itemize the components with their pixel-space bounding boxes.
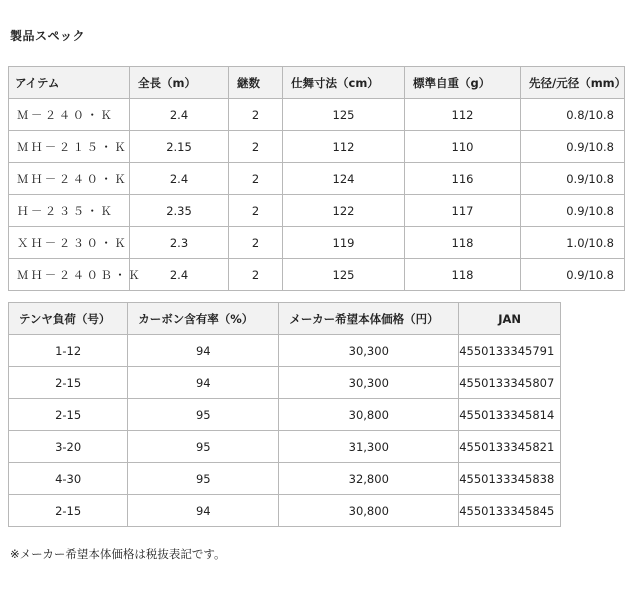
- cell-closed-length: 119: [283, 227, 405, 259]
- cell-tenya-load: 3-20: [9, 431, 128, 463]
- header-tenya-load: テンヤ負荷（号）: [9, 303, 128, 335]
- table-row: [9, 367, 561, 399]
- cell-weight: 116: [405, 163, 521, 195]
- header-item: アイテム: [9, 67, 130, 99]
- cell-item: ＸＨ－２３０・Ｋ: [9, 227, 130, 259]
- cell-closed-length: 112: [283, 131, 405, 163]
- cell-length: 2.4: [130, 259, 229, 291]
- table-row: [9, 227, 625, 259]
- cell-diameter: 0.9/10.8: [521, 259, 625, 291]
- cell-sections: 2: [229, 163, 283, 195]
- cell-price: 31,300: [279, 431, 459, 463]
- cell-closed-length: 125: [283, 259, 405, 291]
- price-table-header-row: [9, 303, 561, 335]
- cell-jan: 4550133345807: [459, 367, 561, 399]
- header-closed-length: 仕舞寸法（cm）: [283, 67, 405, 99]
- cell-price: 30,300: [279, 367, 459, 399]
- cell-jan: 4550133345791: [459, 335, 561, 367]
- cell-carbon-content: 95: [128, 431, 279, 463]
- cell-jan: 4550133345845: [459, 495, 561, 527]
- cell-carbon-content: 94: [128, 335, 279, 367]
- cell-jan: 4550133345821: [459, 431, 561, 463]
- cell-diameter: 0.9/10.8: [521, 163, 625, 195]
- header-length: 全長（m）: [130, 67, 229, 99]
- cell-carbon-content: 95: [128, 463, 279, 495]
- cell-item: Ｈ－２３５・Ｋ: [9, 195, 130, 227]
- cell-closed-length: 124: [283, 163, 405, 195]
- table-row: [9, 495, 561, 527]
- cell-price: 32,800: [279, 463, 459, 495]
- cell-length: 2.3: [130, 227, 229, 259]
- page-title: 製品スペック: [10, 29, 86, 43]
- cell-diameter: 1.0/10.8: [521, 227, 625, 259]
- cell-length: 2.35: [130, 195, 229, 227]
- cell-item: ＭＨ－２４０Ｂ・Ｋ: [9, 259, 130, 291]
- cell-tenya-load: 2-15: [9, 495, 128, 527]
- cell-tenya-load: 2-15: [9, 399, 128, 431]
- cell-sections: 2: [229, 195, 283, 227]
- cell-price: 30,800: [279, 495, 459, 527]
- cell-tenya-load: 1-12: [9, 335, 128, 367]
- cell-sections: 2: [229, 259, 283, 291]
- header-weight: 標準自重（g）: [405, 67, 521, 99]
- cell-weight: 118: [405, 227, 521, 259]
- table-row: [9, 99, 625, 131]
- table-row: [9, 431, 561, 463]
- cell-item: Ｍ－２４０・Ｋ: [9, 99, 130, 131]
- header-jan: JAN: [459, 303, 561, 335]
- cell-diameter: 0.9/10.8: [521, 195, 625, 227]
- cell-item: ＭＨ－２１５・Ｋ: [9, 131, 130, 163]
- price-table: [8, 302, 561, 527]
- cell-jan: 4550133345814: [459, 399, 561, 431]
- header-diameter: 先径/元径（mm）: [521, 67, 625, 99]
- table-row: [9, 399, 561, 431]
- header-price: メーカー希望本体価格（円）: [279, 303, 459, 335]
- cell-diameter: 0.8/10.8: [521, 99, 625, 131]
- cell-carbon-content: 95: [128, 399, 279, 431]
- table-row: [9, 463, 561, 495]
- table-row: [9, 163, 625, 195]
- cell-price: 30,300: [279, 335, 459, 367]
- spec-table-header-row: [9, 67, 625, 99]
- cell-length: 2.15: [130, 131, 229, 163]
- header-sections: 継数: [229, 67, 283, 99]
- cell-sections: 2: [229, 131, 283, 163]
- cell-tenya-load: 4-30: [9, 463, 128, 495]
- cell-item: ＭＨ－２４０・Ｋ: [9, 163, 130, 195]
- cell-sections: 2: [229, 227, 283, 259]
- cell-length: 2.4: [130, 163, 229, 195]
- cell-weight: 118: [405, 259, 521, 291]
- table-row: [9, 131, 625, 163]
- table-row: [9, 259, 625, 291]
- cell-closed-length: 125: [283, 99, 405, 131]
- cell-length: 2.4: [130, 99, 229, 131]
- header-carbon-content: カーボン含有率（%）: [128, 303, 279, 335]
- cell-closed-length: 122: [283, 195, 405, 227]
- cell-diameter: 0.9/10.8: [521, 131, 625, 163]
- cell-weight: 117: [405, 195, 521, 227]
- cell-jan: 4550133345838: [459, 463, 561, 495]
- table-row: [9, 335, 561, 367]
- table-row: [9, 195, 625, 227]
- cell-carbon-content: 94: [128, 495, 279, 527]
- cell-tenya-load: 2-15: [9, 367, 128, 399]
- cell-carbon-content: 94: [128, 367, 279, 399]
- cell-price: 30,800: [279, 399, 459, 431]
- cell-weight: 112: [405, 99, 521, 131]
- cell-sections: 2: [229, 99, 283, 131]
- cell-weight: 110: [405, 131, 521, 163]
- tax-note: ※メーカー希望本体価格は税抜表記です。: [10, 547, 226, 561]
- spec-table: [8, 66, 625, 291]
